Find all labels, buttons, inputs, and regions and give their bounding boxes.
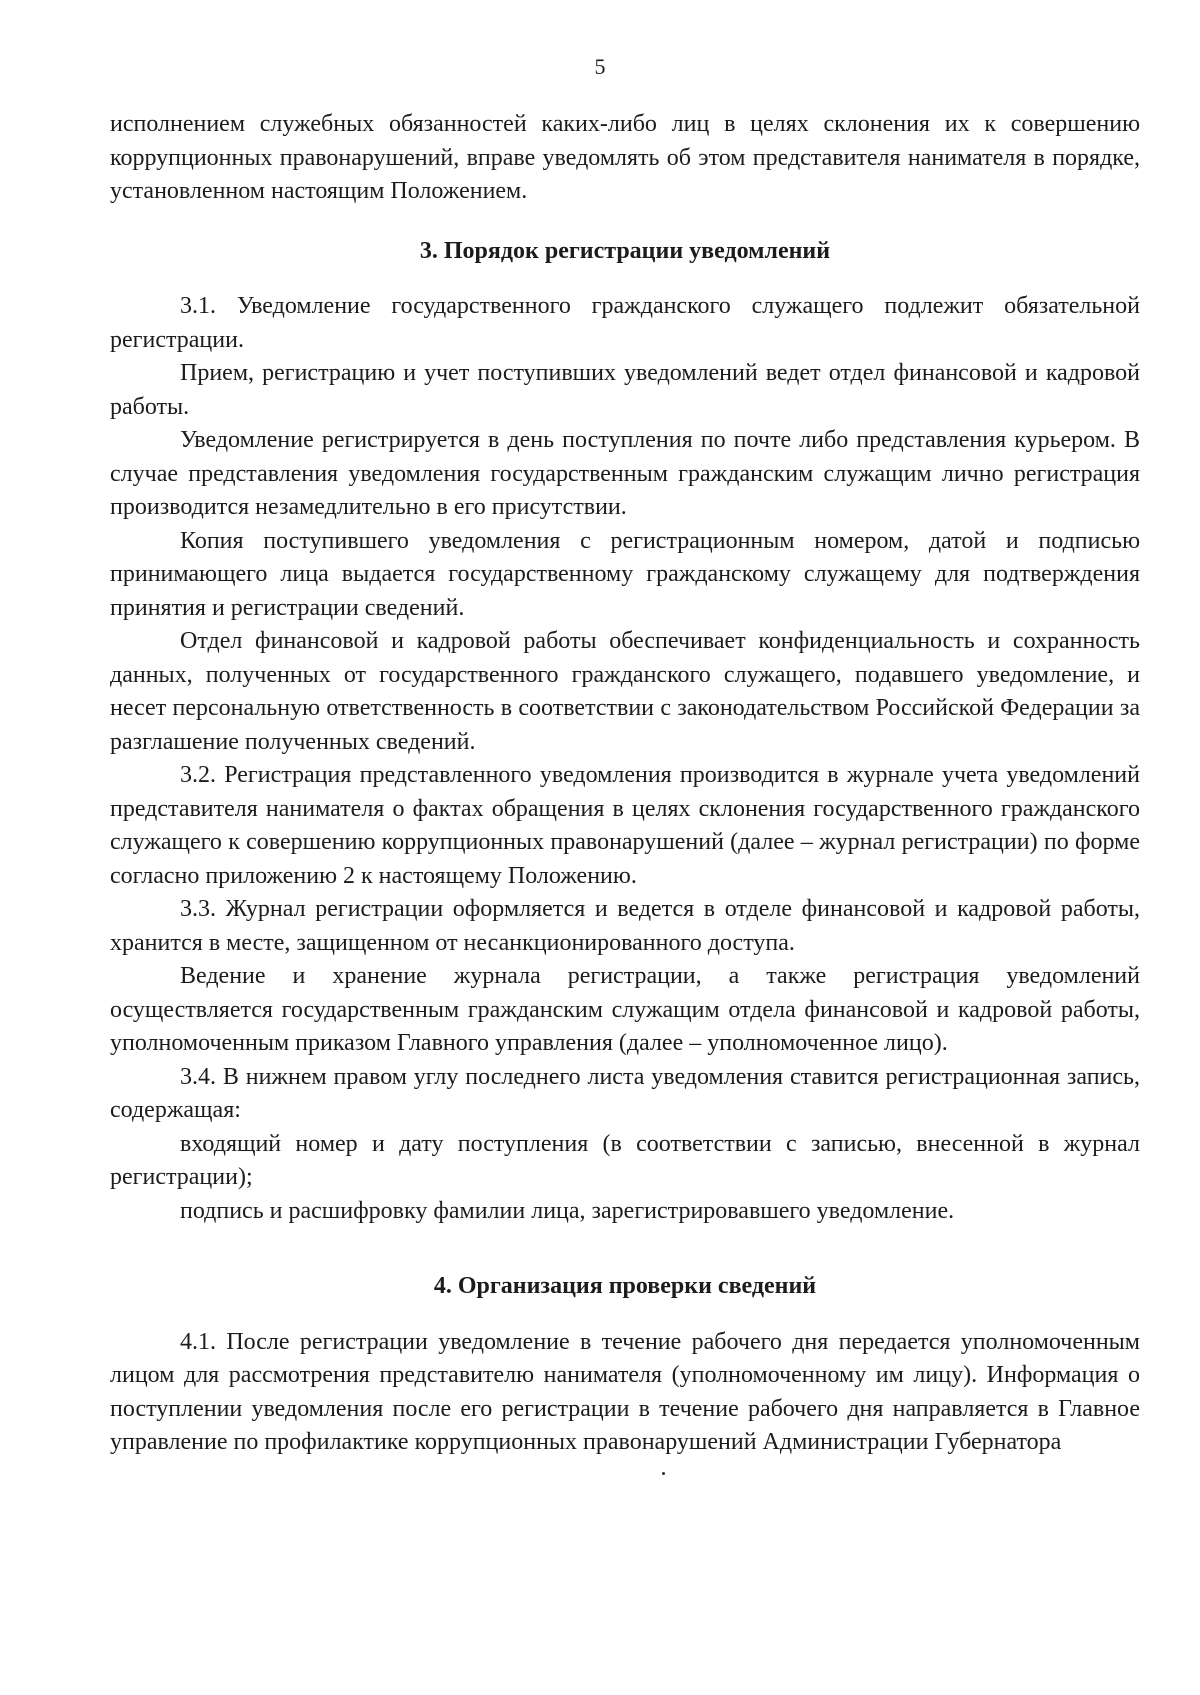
- paragraph-signature: подпись и расшифровку фамилии лица, зарегистрировавшего уведомление.: [180, 1197, 955, 1224]
- page-number: 5: [594, 54, 606, 79]
- intro-paragraph: исполнением служебных обязанностей каких-либо лиц в целях склонения их к совершению коррупционных правонарушений, вправе уведомлять об этом представителя нанимателя в порядке, установленном настоящим Положением.: [110, 111, 1140, 204]
- paragraph-3-2: 3.2. Регистрация представленного уведомления производится в журнале учета уведомлений представителя нанимателя о фактах обращения в целях склонения государственного гражданского служащего к совершению коррупционных правонарушений (далее – журнал регистрации) по форме согласно приложению 2 к настоящему Положению.: [110, 762, 1140, 889]
- scan-speck: [662, 1472, 665, 1475]
- paragraph-confidentiality: Отдел финансовой и кадровой работы обеспечивает конфиденциальность и сохранность данных, полученных от государственного гражданского служащего, подавшего уведомление, и несет персональную ответственность в соответствии с законодательством Российской Федерации за разглашение полученных сведений.: [110, 628, 1140, 755]
- paragraph-incoming-number: входящий номер и дату поступления (в соответствии с записью, внесенной в журнал регистрации);: [110, 1130, 1140, 1190]
- paragraph-journal-keeping: Ведение и хранение журнала регистрации, а также регистрация уведомлений осуществляется государственным гражданским служащим отдела финансовой и кадровой работы, уполномоченным приказом Главного управления (далее – уполномоченное лицо).: [110, 963, 1140, 1056]
- paragraph-copy: Копия поступившего уведомления с регистрационным номером, датой и подписью принимающего лица выдается государственному гражданскому служащему для подтверждения принятия и регистрации сведений.: [110, 527, 1140, 621]
- paragraph-registration-day: Уведомление регистрируется в день поступления по почте либо представления курьером. В случае представления уведомления государственным гражданским служащим лично регистрация производится незамедлительно в его присутствии.: [110, 427, 1140, 520]
- paragraph-3-3: 3.3. Журнал регистрации оформляется и ведется в отделе финансовой и кадровой работы, хранится в месте, защищенном от несанкционированного доступа.: [110, 896, 1140, 956]
- paragraph-4-1: 4.1. После регистрации уведомление в течение рабочего дня передается уполномоченным лицом для рассмотрения представителю нанимателя (уполномоченному им лицу). Информация о поступлении уведомления после его регистрации в течение рабочего дня направляется в Главное управление по профилактике коррупционных правонарушений Администрации Губернатора: [110, 1328, 1140, 1455]
- section-3-title: 3. Порядок регистрации уведомлений: [419, 237, 831, 264]
- section-4-title: 4. Организация проверки сведений: [433, 1273, 817, 1299]
- paragraph-3-4: 3.4. В нижнем правом углу последнего листа уведомления ставится регистрационная запись, содержащая:: [110, 1063, 1140, 1123]
- paragraph-3-1: 3.1. Уведомление государственного гражданского служащего подлежит обязательной регистрации.: [110, 293, 1140, 353]
- paragraph-reception: Прием, регистрацию и учет поступивших уведомлений ведет отдел финансовой и кадровой работы.: [110, 360, 1140, 420]
- document-body: [110, 108, 1140, 1460]
